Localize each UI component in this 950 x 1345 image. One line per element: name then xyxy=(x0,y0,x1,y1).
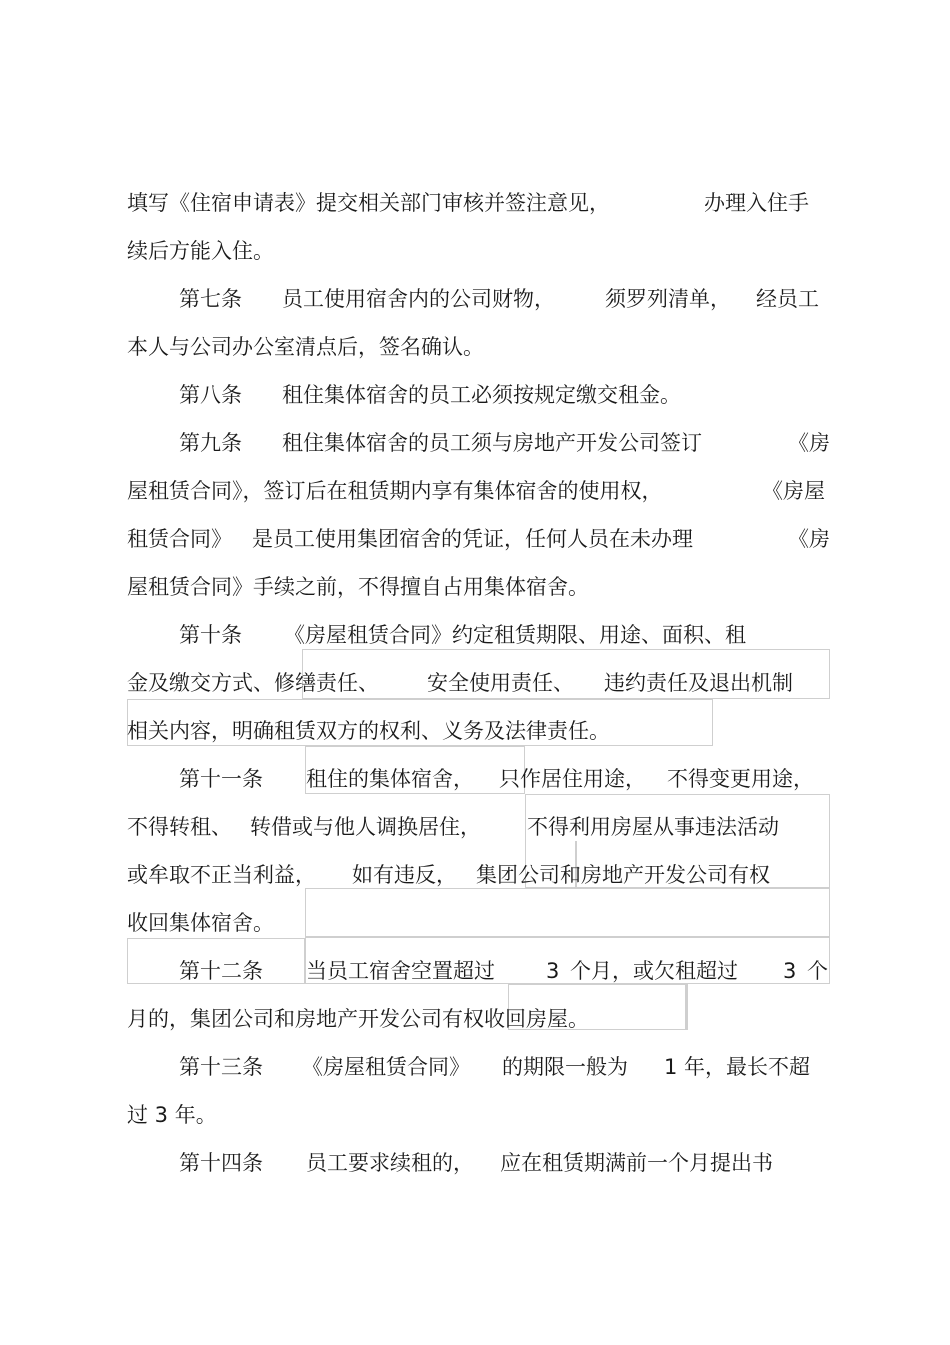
text-line xyxy=(0,711,950,751)
article-number: 第十三条 xyxy=(179,1055,263,1079)
text-segment: 租赁合同》 xyxy=(127,527,232,551)
text-line xyxy=(0,231,950,271)
text-segment: 续后方能入住。 xyxy=(127,239,274,263)
text-segment: 收回集体宿舍。 xyxy=(127,911,274,935)
text-segment: 当员工宿舍空置超过 xyxy=(306,959,495,983)
text-segment: 是员工使用集团宿舍的凭证，任何人员在未办理 xyxy=(252,527,693,551)
text-segment: 须罗列清单， xyxy=(605,287,731,311)
article-number: 第十条 xyxy=(179,623,242,647)
text-segment: 不得变更用途， xyxy=(667,767,814,791)
text-segment: 3 xyxy=(783,959,797,983)
text-segment: 月的，集团公司和房地产开发公司有权收回房屋。 xyxy=(127,1007,589,1031)
text-line xyxy=(0,1143,950,1183)
text-segment: 或牟取不正当利益， xyxy=(127,863,316,887)
text-segment: 1 xyxy=(664,1055,678,1079)
article-number: 第十四条 xyxy=(179,1151,263,1175)
text-segment: 屋租赁合同》手续之前，不得擅自占用集体宿舍。 xyxy=(127,575,589,599)
text-segment: 年，最长不超 xyxy=(684,1055,810,1079)
text-line xyxy=(0,471,950,511)
text-segment: 如有违反， xyxy=(352,863,457,887)
text-line xyxy=(0,903,950,943)
text-segment: 集团公司和房地产开发公司有权 xyxy=(476,863,770,887)
text-segment: 租住集体宿舍的员工须与房地产开发公司签订 xyxy=(282,431,702,455)
text-line xyxy=(0,519,950,559)
text-segment: 不得转租、 xyxy=(127,815,232,839)
text-line xyxy=(0,567,950,607)
text-line xyxy=(0,855,950,895)
text-line xyxy=(0,999,950,1039)
text-segment: 相关内容，明确租赁双方的权利、义务及法律责任。 xyxy=(127,719,610,743)
text-segment: 《房屋 xyxy=(762,479,825,503)
text-segment: 租住集体宿舍的员工必须按规定缴交租金。 xyxy=(282,383,681,407)
text-segment: 的期限一般为 xyxy=(502,1055,628,1079)
text-segment: 《房 xyxy=(788,527,830,551)
text-segment: 屋租赁合同》，签订后在租赁期内享有集体宿舍的使用权， xyxy=(127,479,663,503)
text-line xyxy=(0,663,950,703)
text-line xyxy=(0,423,950,463)
text-segment: 个 xyxy=(807,959,828,983)
text-segment: 个月，或欠租超过 xyxy=(570,959,738,983)
text-segment: 安全使用责任、 xyxy=(427,671,574,695)
text-segment: 过 3 年。 xyxy=(127,1103,217,1127)
text-line xyxy=(0,375,950,415)
article-number: 第十二条 xyxy=(179,959,263,983)
text-segment: 违约责任及退出机制 xyxy=(604,671,793,695)
text-segment: 只作居住用途， xyxy=(499,767,646,791)
text-segment: 本人与公司办公室清点后，签名确认。 xyxy=(127,335,484,359)
text-line xyxy=(0,951,950,991)
text-segment: 《房屋租赁合同》约定租赁期限、用途、面积、租 xyxy=(284,623,746,647)
text-segment: 3 xyxy=(546,959,560,983)
text-segment: 金及缴交方式、修缮责任、 xyxy=(127,671,379,695)
article-number: 第十一条 xyxy=(179,767,263,791)
text-segment: 租住的集体宿舍， xyxy=(306,767,474,791)
article-number: 第七条 xyxy=(179,287,242,311)
text-line xyxy=(0,807,950,847)
text-line xyxy=(0,279,950,319)
text-line xyxy=(0,327,950,367)
text-line xyxy=(0,759,950,799)
text-segment: 经员工 xyxy=(756,287,819,311)
text-segment: 办理入住手 xyxy=(704,191,809,215)
text-segment: 《房 xyxy=(788,431,830,455)
text-line xyxy=(0,615,950,655)
text-segment: 《房屋租赁合同》 xyxy=(302,1055,470,1079)
text-segment: 转借或与他人调换居住， xyxy=(250,815,481,839)
text-segment: 员工使用宿舍内的公司财物， xyxy=(282,287,555,311)
text-line xyxy=(0,183,950,223)
text-segment: 填写《住宿申请表》提交相关部门审核并签注意见， xyxy=(127,191,610,215)
text-segment: 员工要求续租的， xyxy=(306,1151,474,1175)
text-line xyxy=(0,1095,950,1135)
article-number: 第八条 xyxy=(179,383,242,407)
text-segment: 应在租赁期满前一个月提出书 xyxy=(500,1151,773,1175)
text-line xyxy=(0,1047,950,1087)
article-number: 第九条 xyxy=(179,431,242,455)
text-segment: 不得利用房屋从事违法活动 xyxy=(527,815,779,839)
